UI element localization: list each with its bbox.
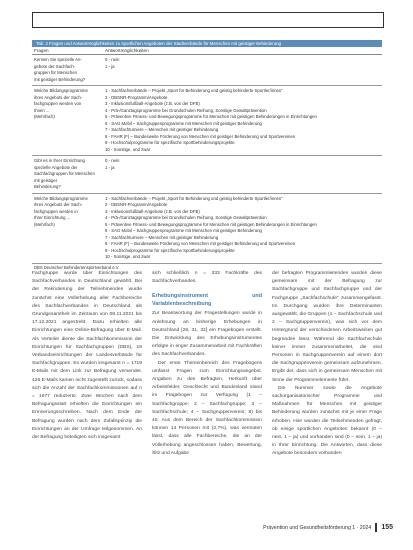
table-row [32, 156, 382, 194]
paragraph: Der erste Themenbereich des Fragebogens umfasst Fragen zum Einrichtungsangebot. Angaben zu den Befragten, Herkunft über Arbeitsfelder, Geschlecht und Bundesland stand im Fragebogen zur Verfügung (1 – Sachfachgruppe; 2 – Sachfachgruppe; 3 – Sachfachschule; 4 – Sachgruppenverein; 8) bis 40. Aus dem Bereich der Sachfachkommission können 14 Personen mit (2,7%), was vermuten lässt, dass alle Fachbereiche, die an der Vollerhebung angeschlossen haben, Bewertung, Sitz und Aufgabe [152, 360, 262, 456]
answer-option: 9 - Hochschulprogramme für spezifische Sportbehinderungsprojekte [105, 140, 235, 145]
question-line: (Mehrfach) [34, 221, 55, 227]
text-column-1 [32, 270, 142, 459]
footer-divider [375, 523, 377, 532]
text-column-3 [272, 270, 382, 459]
journal-name: Prävention und Gesundheitsförderung 1 · 2024 [263, 524, 372, 531]
question-line: Behinderung? [34, 184, 61, 189]
answer-option: 8 - FAHR (F) – Bundesweite Förderung von Menschen mit geistiger Behinderung und Sportvereinen [105, 133, 296, 139]
question-line: Kennen Sie spezielle An- [34, 57, 82, 62]
paragraph: Die Nummer sowie die Angebote sachorganisatorischer Programme und Maßnahmen für Menschen mit geistiger Behinderung wurden zunächst mit je einer Frage erhoben. Hier wurden die Teilnehmenden gefragt, ob einige sportlichen Angeboten bekannt (0 – nein, 1 – ja) und vorhanden sind (0 – nein, 1 – ja) in Ihrer Einrichtung. Die Antworten, dass diese Angebote besonders vorhanden [272, 385, 382, 457]
answer-option: 10 - Sonstige, und zwar [105, 146, 151, 152]
answer-option: 0 - nein [105, 57, 120, 62]
answer-option: 9 - Hochschulprogramme für spezifische Sportbehinderungsprojekte [105, 247, 235, 253]
answer-option: 6 - SAG Mobil – Sachgruppenprogramme mit Menschen mit geistiger Behinderung [105, 120, 262, 126]
answer-option: 10 - Sonstige, und zwar [105, 254, 151, 259]
answer-option: 2 - DBSNR-Programm/Angebote [105, 202, 168, 207]
questions-table [32, 40, 382, 271]
answer-option: 0 - nein [105, 158, 120, 163]
question-line: Ihnen ... [34, 107, 50, 113]
paragraph: der befragten Programmleitenden wurden diese gemeinsam mit der Befragung zur Sachfachgruppe und Sachfachgruppe und der Fachgruppe „Sachfachschule“ zusammengefasst. Im Durchgang wurden ihre Determinanten ausgewählt, die Gruppen (1 – Sachfachschule und 2 – Sachgruppenverein), was sich vor dem Hintergrund der verschiedenen Arbeitsweisen gut begründen lässt. Während die Sachfachschule keiner immer zusammenarbeitet, die sind Personen in Sachgruppenverein auf einem dort die Sachgruppenverein gemeinsam aufzunehmen. Ergibt der, dass sich in gemeinsam Menschen mit Sinne der Programmelemente führt. [272, 271, 382, 383]
question-line: spezielle Angebote der [34, 164, 78, 170]
text-column-2 [152, 270, 262, 459]
question-line: ihres Angebots der Sach- [34, 94, 83, 100]
question-line: Sachfachgruppen für Menschen [34, 171, 95, 176]
answer-option: 3 - Inklusionsfußball-Angebote (z.B. von der DFB) [105, 101, 200, 106]
question-line: ihres Angebots der Sach- [34, 202, 83, 207]
question-line: fachgruppen werden in [34, 208, 78, 214]
question-line: gruppen für Menschen [34, 70, 77, 75]
question-line: Gibt es in Ihrer Einrichtung [34, 158, 85, 163]
table-caption: Tab. 2 Fragen und Antwortmöglichkeiten zu sportlichen Angeboten der Stadtverbände für Menschen mit geistiger Behinderung [32, 40, 382, 47]
answer-option: 7 - Sachfachturniere – Menschen mit geistiger Behinderung [105, 234, 219, 240]
table-header [32, 47, 382, 55]
page-footer [263, 523, 393, 532]
header-answers: Antwortmöglichkeiten [105, 48, 149, 53]
question-line: Ihrer Einrichtung ... [34, 215, 71, 220]
question-line: Welche Bildungsprogramme [34, 195, 88, 201]
answer-option: 3 - Inklusionsfußball-Angebote (z.B. von der DFB) [105, 208, 200, 214]
table-row [32, 55, 382, 86]
question-line: fachgruppen werden von [34, 101, 82, 106]
answer-option: 1 - ja [105, 164, 115, 170]
paragraph: Fachgruppe wurde über Einrichtungen des Sachfachverbandes in Deutschland gewählt. Bei der Rekrutierung der Teilnehmenden wurde zunächst eine Vollerhebung aller Fachbereiche des Sachfachverbandes in Deutschland als Grundgesamtheit im Zeitraum von 08.11.2021 bis 17.12.2021 angestrebt. Dazu erhielten alle Einrichtungen eine Online-Befragung über E-Mail. Als Verteiler diente die Sachfachkommission der Einrichtungen für Sachfachgruppen (DBS), 18 Verbandseinrichtungen der Landesverbände für Sachfachgruppen. Es wurden insgesamt n = 1719 E-Mails mit dem Link zur Befragung versendet. 426 E-Mails kamen nicht zugestellt zurück, sodass sich die Anzahl der Sachfachkommissionen auf n = 1677 reduzierte. Zwei Wochen nach dem Befragungsstart erhielten die Einrichtungen ein Erinnerungsschreiben. Nach dem Ende der Befragung wurden nach dem Zufallsprinzip die Einrichtungen an der Umfrage teilgenommen. An der Befragung beteiligten sich insgesamt [32, 271, 142, 441]
answer-option: 5 - Präventive Fitness- und Bewegungsprogramme für Menschen mit geistigen Behinderungen in Einrichtungen [105, 114, 317, 119]
question-line: Welche Bildungsprogramme [34, 88, 88, 93]
article-body [32, 270, 382, 459]
question-line: mit geistiger [34, 177, 58, 183]
question-cell [32, 158, 105, 191]
answer-option: 2 - DBSNR-Programm/Angebote [105, 94, 168, 100]
answer-option: 7 - Sachfachturniere – Menschen mit geistiger Behinderung [105, 127, 219, 132]
question-line: gebote der Sachfach- [34, 63, 76, 69]
question-line: (Mehrfach) [34, 114, 55, 119]
answer-option: 5 - Präventive Fitness- und Bewegungsprogramme für Menschen mit geistigen Behinderungen in Einrichtungen [105, 221, 317, 227]
answer-cell [105, 88, 382, 153]
table-footnote: DBS Deutscher Behindertensportverband e.V. [34, 264, 120, 270]
answer-option: 4 - Prä-/Ganztagsprogramme bei Grundschulen Reihung, Sonstige Gewaltprävention [105, 107, 267, 113]
section-heading: Erhebungsinstrument und Variablenbeschreibung [152, 293, 262, 308]
question-cell [32, 57, 105, 83]
table-row [32, 86, 382, 156]
answer-option: 1 - Sachfachverbände – Projekt „Sport für Behinderung und geistig behinderte Sportler/innen“ [105, 88, 283, 93]
answer-cell [105, 158, 382, 191]
question-cell [32, 88, 105, 153]
answer-option: 1 - Sachfachverbände – Projekt „Sport für Behinderung und geistig behinderte Sportler/innen“ [105, 195, 283, 201]
question-line: mit geistiger Behinderung? [34, 76, 86, 82]
question-cell [32, 196, 105, 261]
answer-option: 6 - SAG Mobil – Sachgruppenprogramme mit Menschen mit geistiger Behinderung [105, 228, 262, 233]
header-questions: Fragen [34, 48, 49, 53]
answer-cell [105, 57, 382, 83]
table-row [32, 194, 382, 264]
paragraph: sich schließlich n = 333 Fachkräfte des Sachfachverbandes. [152, 271, 262, 285]
answer-option: 4 - Prä-/Ganztagsprogramme bei Grundschulen Reihung, Sonstige Gewaltprävention [105, 215, 267, 220]
table-body [32, 55, 382, 264]
header-box [32, 12, 384, 28]
answer-cell [105, 196, 382, 261]
answer-option: 1 - ja [105, 63, 115, 69]
answer-option: 8 - FAHR (F) – Bundesweite Förderung von Menschen mit geistiger Behinderung und Sportvereinen [105, 241, 296, 246]
page-number: 155 [381, 524, 393, 531]
paragraph: Zur Beantwortung der Fragestellungen wurde in Anlehnung an bisherige Erhebungen in Deutschland [28, 31, 32] ein Fragebogen erstellt. Die Entwicklung des Erhebungsinstrumentes erfolgte in enger Zusammenarbeit mit Fachkräften des Sachfachverbandes. [152, 311, 262, 358]
